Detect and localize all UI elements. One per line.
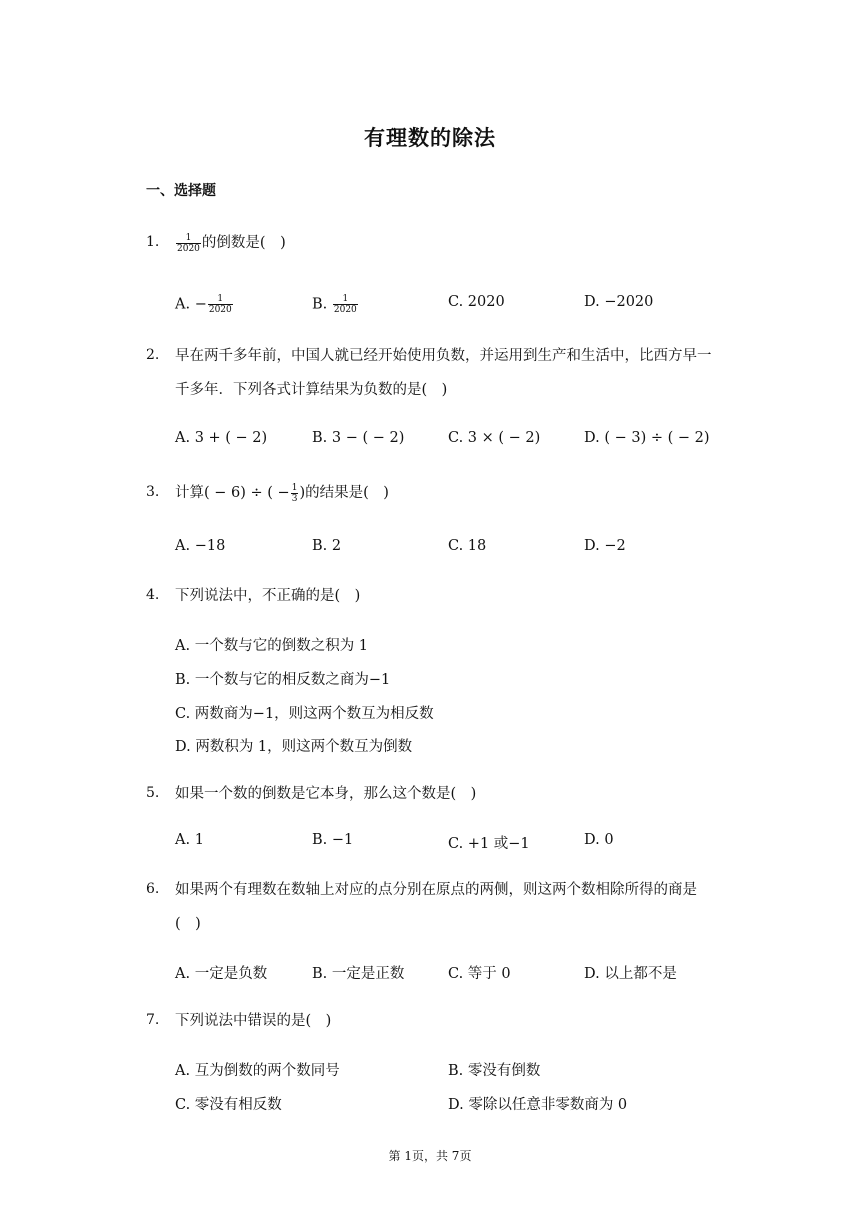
q2-number: 2. [146,347,160,363]
q3-option-d[interactable]: D. −2 [584,538,626,554]
q1-option-a[interactable]: A. − $\frac{1}{2020}$ [175,294,232,315]
q2-text: 早在两千多年前，中国人就已经开始使用负数，并运用到生产和生活中，比西方早一千多年．下列各式计算结果为负数的是( ) [175,348,712,398]
q4-option-c[interactable]: C. 两数商为−1，则这两个数互为相反数 [175,706,434,722]
q7-option-b[interactable]: B. 零没有倒数 [448,1063,541,1079]
q6-text: 如果两个有理数在数轴上对应的点分别在原点的两侧，则这两个数相除所得的商是( ) [175,882,697,932]
page-footer: 第 1页，共 7页 [388,1149,472,1163]
q6-number: 6. [146,881,160,897]
q2-option-d[interactable]: D. ( − 3) ÷ ( − 2) [584,430,710,446]
q3-option-c[interactable]: C. 18 [448,538,487,554]
q4-text: 下列说法中，不正确的是( ) [175,588,361,604]
q7-number: 7. [146,1012,160,1028]
q3-number: 3. [146,484,160,500]
q7-option-d[interactable]: D. 零除以任意非零数商为 0 [448,1097,628,1113]
q5-option-a[interactable]: A. 1 [175,832,204,848]
q1-fraction: $\frac{1}{2020}$ [177,232,200,254]
q4-option-b[interactable]: B. 一个数与它的相反数之商为−1 [175,672,391,688]
q3-option-b[interactable]: B. 2 [312,538,342,554]
q1-option-d[interactable]: D. −2020 [584,294,654,310]
q7-option-a[interactable]: A. 互为倒数的两个数同号 [175,1063,340,1079]
q1-option-b[interactable]: B. $\frac{1}{2020}$ [312,294,357,315]
q7-text: 下列说法中错误的是( ) [175,1013,332,1029]
q1-text: $\frac{1}{2020}$ 的倒数是( ) [177,232,286,254]
q5-option-d[interactable]: D. 0 [584,832,614,848]
q4-option-a[interactable]: A. 一个数与它的倒数之积为 1 [175,638,369,654]
q6-option-b[interactable]: B. 一定是正数 [312,966,405,982]
q1-option-c[interactable]: C. 2020 [448,294,505,310]
q1-number: 1. [146,234,160,250]
q4-option-d[interactable]: D. 两数积为 1，则这两个数互为倒数 [175,739,413,755]
q3-option-a[interactable]: A. −18 [175,538,226,554]
q5-option-b[interactable]: B. −1 [312,832,354,848]
q2-option-b[interactable]: B. 3 − ( − 2) [312,430,405,446]
q5-option-c[interactable]: C. +1 或−1 [448,836,530,852]
section-heading: 一、选择题 [146,183,216,199]
q7-option-c[interactable]: C. 零没有相反数 [175,1097,282,1113]
q3-text: 计算( − 6) ÷ ( − $\frac{1}{3}$ )的结果是( ) [175,482,389,504]
q3-fraction: $\frac{1}{3}$ [291,482,298,504]
q4-number: 4. [146,587,160,603]
q6-option-c[interactable]: C. 等于 0 [448,966,511,982]
q2-option-c[interactable]: C. 3 × ( − 2) [448,430,541,446]
q2-option-a[interactable]: A. 3 + ( − 2) [175,430,268,446]
q5-text: 如果一个数的倒数是它本身，那么这个数是( ) [175,786,477,802]
q6-option-a[interactable]: A. 一定是负数 [175,966,268,982]
q5-number: 5. [146,785,160,801]
page-title: 有理数的除法 [364,126,496,150]
q6-option-d[interactable]: D. 以上都不是 [584,966,677,982]
